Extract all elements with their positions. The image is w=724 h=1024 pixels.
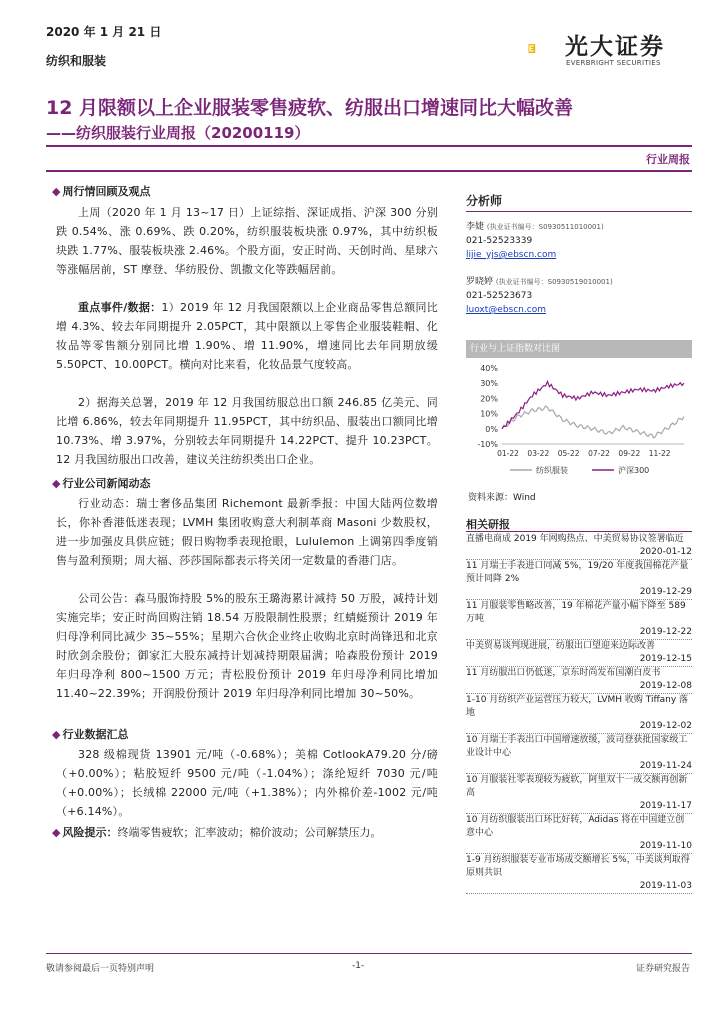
review-paragraph-1: 上周（2020 年 1 月 13~17 日）上证综指、深证成指、沪深 300 分别跌 0.54%、涨 0.69%、跌 0.20%，纺织服装板块涨 0.97%，其中纺织板块跌 1.77%、服装板块涨 2.46%。个股方面，安正时尚、天创时尚、星球六等涨幅居前，ST 摩登、华纺股份、凯撒文化等跌幅居前。 <box>56 206 438 276</box>
brand-name-en: EVERBRIGHT SECURITIES <box>566 59 661 67</box>
legend-label: 沪深300 <box>618 466 650 475</box>
y-tick-label: -10% <box>477 440 498 449</box>
related-list <box>466 533 692 894</box>
review-paragraph-2: 重点事件/数据：1）2019 年 12 月我国限额以上企业商品零售总额同比增 4.3%、较去年同期提升 2.05PCT，其中限额以上零售企业服装鞋帽、化妆品等零售额分别同比增 1.90%、增 11.90%，增速同比去年同期放缓 5.50PCT、10.00PCT。横向对比来看，化妆品景气度较高。 <box>56 301 438 371</box>
related-report-title[interactable]: 1-9 月纺织服装专业市场成交额增长 5%，中美谈判取得原则共识 <box>466 855 690 878</box>
risk-line: ◆ 风险提示：终端零售疲软；汇率波动；棉价波动；公司解禁压力。 <box>52 826 382 839</box>
comparison-line-chart <box>466 360 692 488</box>
related-report-title[interactable]: 中美贸易谈判现进展，纺服出口望迎来边际改善 <box>466 641 656 651</box>
analyst-1-email[interactable]: lijie_yjs@ebscn.com <box>466 250 557 260</box>
related-report-title[interactable]: 10 月服装社零表现较为疲软，阿里双十一成交额再创新高 <box>466 775 688 798</box>
report-date: 2020 年 1 月 21 日 <box>46 25 162 39</box>
analyst-2-phone: 021-52523673 <box>466 291 533 301</box>
related-report-title[interactable]: 11 月纺服出口仍低迷，京东时尚发布国潮白皮书 <box>466 668 661 678</box>
y-tick-label: 30% <box>480 379 498 389</box>
news-paragraph-2: 公司公告：森马服饰持股 5%的股东王璐海累计减持 50 万股，减持计划实施完毕；安正时尚回购注销 18.54 万股限制性股票；红蜻蜓预计 2019 年归母净利同比减少 35~55%；星期六合伙企业终止收购北京时尚锋迅和北京时欣剑余股份；御家汇大股东减持计划减持期限届满；哈森股份预计 2019 年归母净利 800~1500 万元；青松股份预计 2019 年归母净利同比增加 11.40~22.39%；开润股份预计 2019 年归母净利同比增加 30~50%。 <box>56 592 438 700</box>
review-paragraph-3: 2）据海关总署，2019 年 12 月我国纺服总出口额 246.85 亿美元、同比增 6.86%，较去年同期提升 11.95PCT，其中纺织品、服装出口额同比增 10.73%、增 3.97%，分别较去年同期提升 14.22PCT、提升 10.23PCT。12 月我国纺服出口改善，建议关注纺织类出口企业。 <box>56 396 438 466</box>
related-report-date: 2019-12-15 <box>466 653 692 667</box>
chart-source: 资料来源：Wind <box>468 493 536 503</box>
related-report-date: 2019-12-02 <box>466 720 692 734</box>
page-number: -1- <box>352 961 365 971</box>
sector-label: 纺织和服装 <box>46 54 107 68</box>
related-report-date: 2019-11-03 <box>466 880 692 894</box>
diamond-icon: ◆ <box>52 826 61 839</box>
y-tick-label: 0% <box>485 424 498 434</box>
analyst-heading: 分析师 <box>466 194 503 208</box>
related-report-date: 2019-11-17 <box>466 800 692 814</box>
x-tick-label: 05-22 <box>557 449 580 458</box>
footer-divider <box>46 953 692 954</box>
y-tick-label: 40% <box>480 364 498 373</box>
header-divider <box>46 170 692 172</box>
x-tick-label: 01-22 <box>497 449 519 458</box>
related-report-title[interactable]: 11 月瑞士手表进口同减 5%，19/20 年度我国棉花产量预计同降 2% <box>466 561 689 584</box>
related-report-date: 2019-12-29 <box>466 586 692 600</box>
analyst-2-email[interactable]: luoxt@ebscn.com <box>466 305 546 315</box>
title-divider <box>46 145 692 147</box>
related-report-date: 2019-11-24 <box>466 760 692 774</box>
section-news-heading: ◆ 行业公司新闻动态 <box>52 477 151 490</box>
related-report-date: 2019-12-22 <box>466 626 692 640</box>
everbright-logo-icon <box>528 27 564 71</box>
chart-heading: 行业与上证指数对比图 <box>466 340 692 358</box>
related-heading: 相关研报 <box>466 518 510 531</box>
x-tick-label: 07-22 <box>588 449 610 458</box>
report-type: 行业周报 <box>646 153 690 166</box>
analyst-1-phone: 021-52523339 <box>466 236 533 246</box>
data-paragraph: 328 级棉现货 13901 元/吨（-0.68%）；美棉 CotlookA79.20 分/磅（+0.00%）；粘胶短纤 9500 元/吨（-1.04%）；涤纶短纤 7030 元/吨（+0.00%）；长绒棉 22000 元/吨（+1.38%）；内外棉价差-1002 元/吨（+6.14%）。 <box>56 748 438 818</box>
related-report-date: 2019-12-08 <box>466 680 692 694</box>
related-report-title[interactable]: 直播电商成 2019 年网购热点、中美贸易协议签署临近 <box>466 534 684 544</box>
y-tick-label: 10% <box>480 409 498 419</box>
x-tick-label: 03-22 <box>527 449 550 458</box>
analyst-2-name-line: 罗晓婷 (执业证书编号：S0930519010001) <box>466 277 613 287</box>
series-line-csi300 <box>502 381 684 428</box>
legend-label: 纺织服装 <box>536 466 568 475</box>
diamond-icon: ◆ <box>52 728 61 741</box>
report-title: 12 月限额以上企业服装零售疲软、纺服出口增速同比大幅改善 <box>46 97 574 119</box>
x-tick-label: 11-22 <box>648 449 671 458</box>
related-report-title[interactable]: 1-10 月纺织产业运营压力较大，LVMH 收购 Tiffany 落地 <box>466 695 689 718</box>
section-data-heading: ◆ 行业数据汇总 <box>52 728 129 741</box>
related-divider <box>466 531 692 532</box>
x-tick-label: 09-22 <box>618 449 641 458</box>
series-line-textile-apparel <box>502 406 684 438</box>
y-tick-label: 20% <box>480 394 498 404</box>
brand-name-cn: 光大证券 <box>565 34 665 60</box>
related-report-title[interactable]: 10 月纺织服装出口环比好转，Adidas 将在中国建立创意中心 <box>466 815 685 838</box>
related-report-date: 2019-11-10 <box>466 840 692 854</box>
footer-report-label: 证券研究报告 <box>635 964 690 974</box>
report-subtitle: ——纺织服装行业周报（20200119） <box>46 124 310 142</box>
diamond-icon: ◆ <box>52 477 61 490</box>
related-report-date: 2020-01-12 <box>466 546 692 560</box>
related-report-title[interactable]: 11 月服装零售略改善，19 年棉花产量小幅下降至 589 万吨 <box>466 601 686 624</box>
footer-disclaimer: 敬请参阅最后一页特别声明 <box>46 964 155 974</box>
news-paragraph-1: 行业动态：瑞士奢侈品集团 Richemont 最新季报：中国大陆两位数增长，你补香港低迷表现；LVMH 集团收购意大利制革商 Masoni 少数股权，进一步加强皮具供应链；假日购物季表现抢眼，Lululemon 上调第四季度销售与盈利预期；周大福、莎莎国际都表示将关闭一定数量的香港门店。 <box>56 497 438 567</box>
section-review-heading: ◆ 周行情回顾及观点 <box>52 185 151 198</box>
related-report-title[interactable]: 10 月瑞士手表出口中国增速放缓，波司登获批国家级工业设计中心 <box>466 735 688 758</box>
analyst-divider <box>466 211 692 212</box>
diamond-icon: ◆ <box>52 185 61 198</box>
analyst-1-name-line: 李婕 (执业证书编号：S0930511010001) <box>466 222 604 232</box>
